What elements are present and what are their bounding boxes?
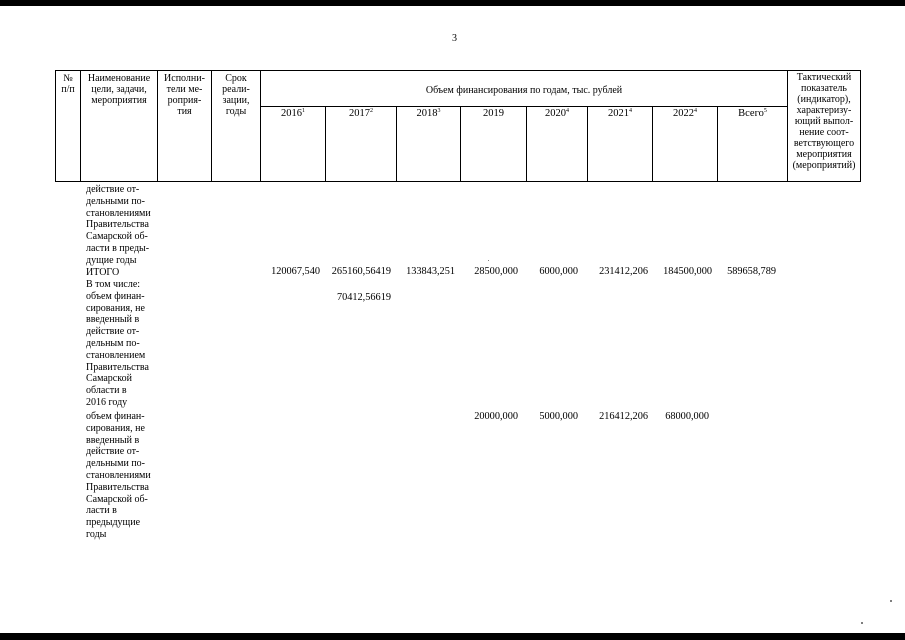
header-year-2017: 2017$^2$ xyxy=(349,108,373,119)
itogo-value-2021: 231412,206 xyxy=(599,266,648,277)
page-number: 3 xyxy=(452,33,457,44)
top-border xyxy=(0,0,905,6)
text-block-bottom: объем финан- сирования, не введенный в действие от- дельными по- становлениями Правительства Самарской об- ласти в предыдущие годы xyxy=(86,411,151,540)
itogo-value-total: 589658,789 xyxy=(727,266,776,277)
header-year-2018: 2018$^3$ xyxy=(416,108,441,119)
bottom-value-2019: 20000,000 xyxy=(474,411,518,422)
bottom-value-2022: 68000,000 xyxy=(665,411,709,422)
header-col-number: № п/п xyxy=(61,73,75,95)
header-year-2016: 2016$^1$ xyxy=(281,108,305,119)
header-col-name: Наименование цели, задачи, мероприятия xyxy=(87,73,151,106)
itogo-value-2020: 6000,000 xyxy=(539,266,578,277)
bottom-border xyxy=(0,633,905,640)
itogo-value-2016: 120067,540 xyxy=(271,266,320,277)
itogo-value-2017: 265160,56419 xyxy=(331,266,391,277)
itogo-label: ИТОГО xyxy=(86,267,120,278)
bottom-value-2020: 5000,000 xyxy=(539,411,578,422)
header-col-term: Срок реали- зации, годы xyxy=(222,73,250,117)
text-block-top: действие от- дельными по- становлениями Правительства Самарской об- ласти в преды- дущие годы xyxy=(86,184,151,266)
header-year-2022: 2022$^4$ xyxy=(673,108,697,119)
header-col-finance: Объем финансирования по годам, тыс. рублей xyxy=(425,85,623,96)
header-col-executors: Исполни- тели ме- роприя- тия xyxy=(164,73,205,117)
scan-speck xyxy=(890,600,892,602)
text-block-middle: В том числе: объем финан- сирования, не введенный в действие от- дельным по- становлением Правительства Самарской области в 2016 году xyxy=(86,279,149,408)
header-total: Всего$^5$ xyxy=(738,108,767,119)
header-col-indicator: Тактический показатель (индикатор), характеризу- ющий выпол- нение соот- ветствующего мероприятия (мероприятий) xyxy=(792,72,856,171)
mid-value-2017: 70412,56619 xyxy=(336,292,391,303)
itogo-value-2018: 133843,251 xyxy=(406,266,455,277)
scan-speck xyxy=(488,260,489,261)
itogo-value-2019: 28500,000 xyxy=(474,266,518,277)
header-year-2020: 2020$^4$ xyxy=(545,108,569,119)
header-year-2019: 2019 xyxy=(483,108,504,119)
itogo-value-2022: 184500,000 xyxy=(663,266,712,277)
scan-speck xyxy=(861,622,863,624)
header-year-2021: 2021$^4$ xyxy=(608,108,632,119)
bottom-value-2021: 216412,206 xyxy=(599,411,648,422)
